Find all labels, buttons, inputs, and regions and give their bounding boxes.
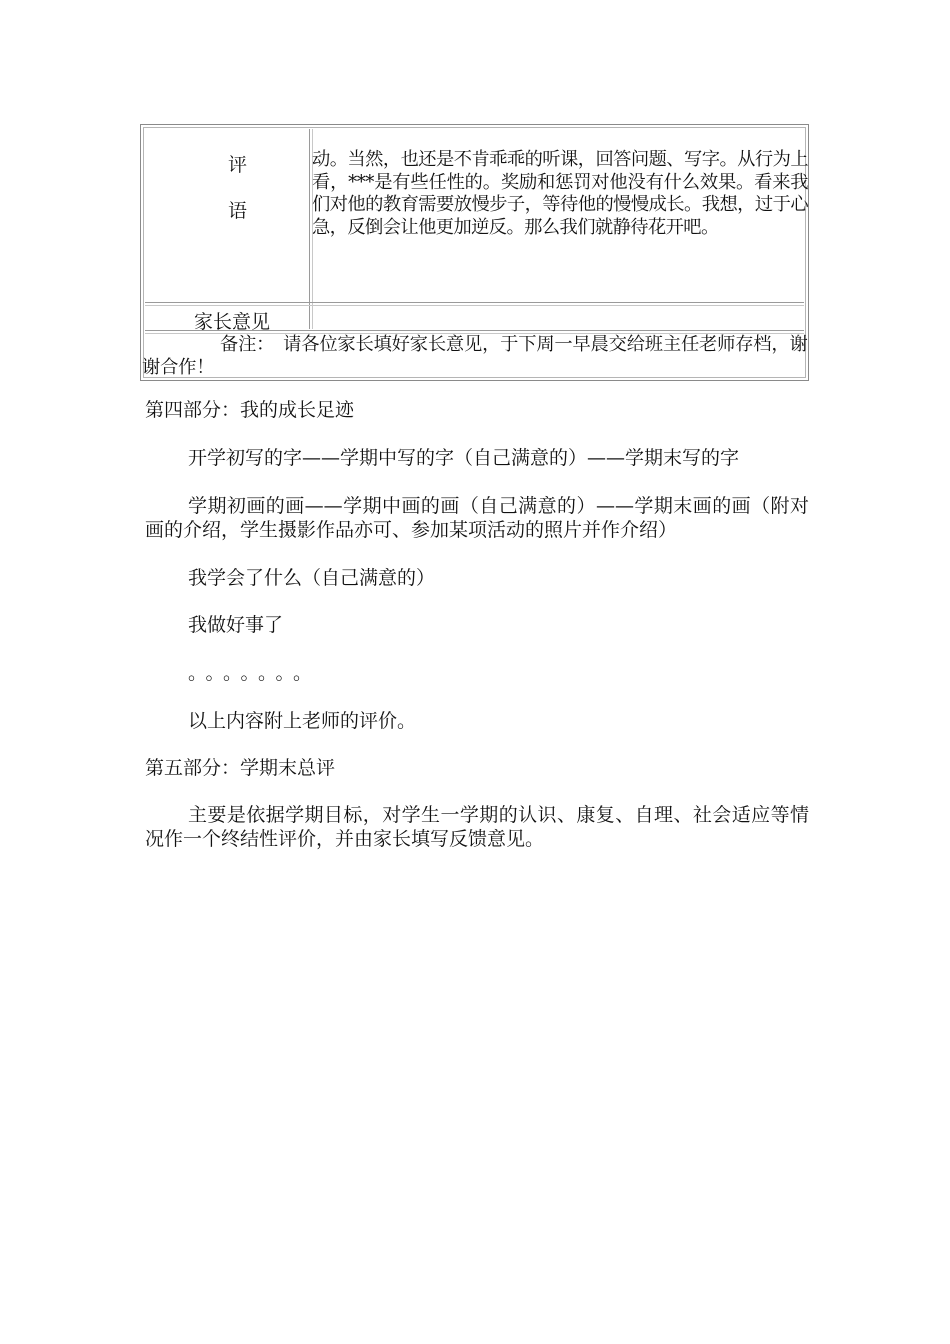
teacher-comment-text: 动。当然，也还是不肯乖乖的听课，回答问题、写字。从行为上看，***是有些任性的。奖励和惩罚对他没有什么效果。看来我们对他的教育需要放慢步子，等待他的慢慢成长。我想，过于心急，反倒会让他更加逆反。那么我们就静待花开吧。 [312, 149, 808, 238]
table-row-divider-inner [145, 305, 804, 306]
section-5-heading: 第五部分：学期末总评 [145, 757, 336, 779]
table-column-divider [309, 129, 310, 329]
comment-label-char-2: 语 [228, 200, 248, 222]
section-4-teacher-note: 以上内容附上老师的评价。 [188, 710, 417, 732]
section-4-writing-line: 开学初写的字——学期中写的字（自己满意的）——学期末写的字 [188, 447, 740, 469]
section-4-learned-line: 我学会了什么（自己满意的） [188, 567, 436, 589]
section-5-body: 主要是依据学期目标，对学生一学期的认识、康复、自理、社会适应等情况作一个终结性评价，并由家长填写反馈意见。 [145, 804, 809, 850]
section-4-ellipsis: 。。。。。。。 [188, 662, 321, 684]
table-row-divider [145, 302, 804, 303]
section-4-good-deeds-line: 我做好事了 [188, 614, 284, 636]
comment-label-char-1: 评 [228, 154, 248, 176]
parent-opinion-label: 家长意见 [194, 311, 271, 333]
table-note: 备注： 请各位家长填好家长意见，于下周一早晨交给班主任老师存档，谢谢合作！ [142, 334, 808, 378]
section-4-heading: 第四部分：我的成长足迹 [145, 399, 355, 421]
section-4-drawing-paragraph: 学期初画的画——学期中画的画（自己满意的）——学期末画的画（附对画的介绍，学生摄影作品亦可、参加某项活动的照片并作介绍） [145, 495, 809, 541]
